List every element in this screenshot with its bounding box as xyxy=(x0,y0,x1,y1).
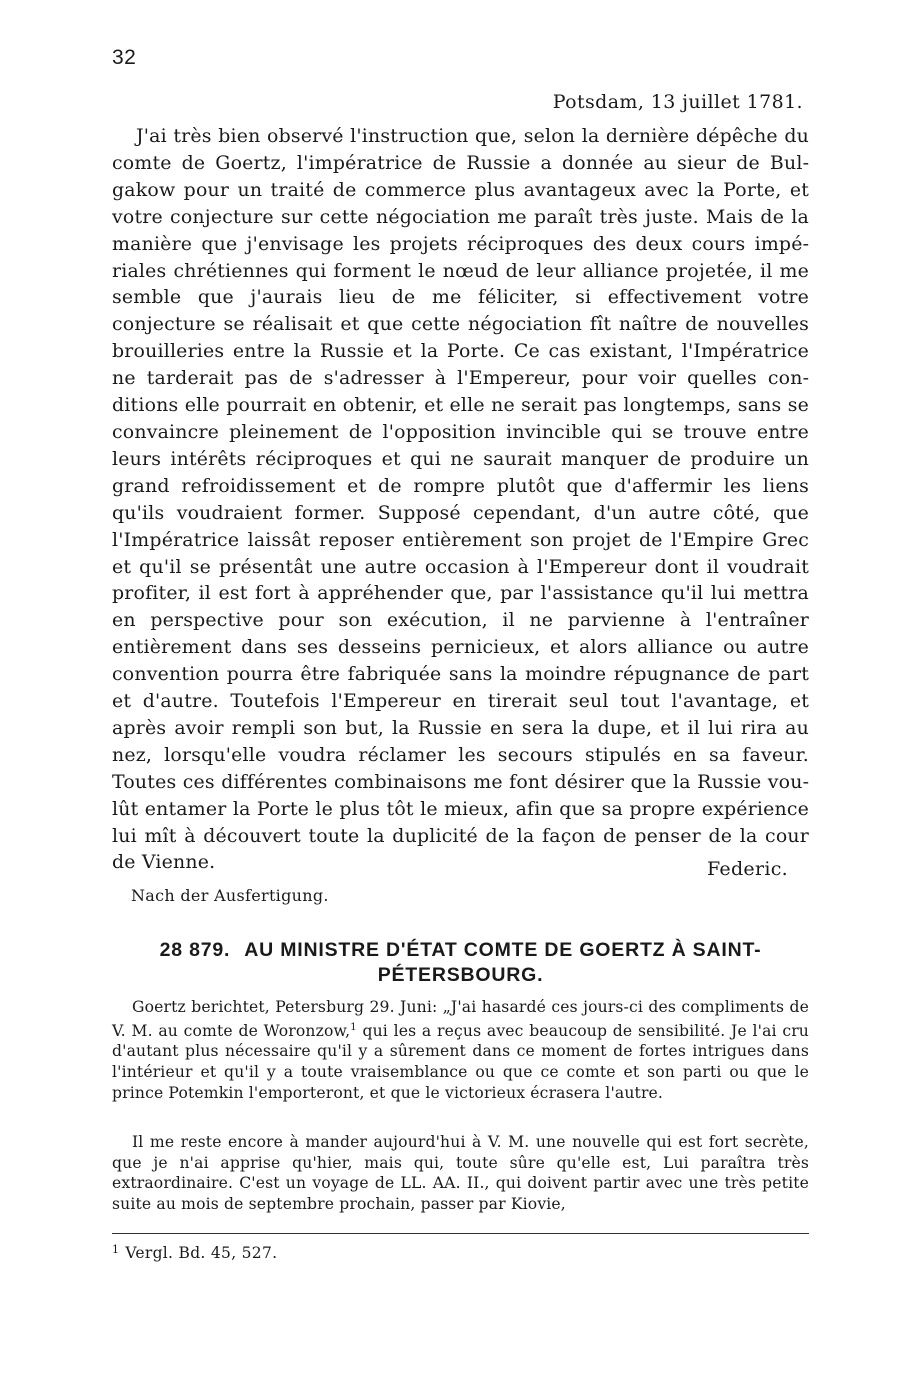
page-number: 32 xyxy=(112,46,137,69)
footnote xyxy=(112,1243,277,1262)
source-note: Nach der Ausfertigung. xyxy=(131,886,329,905)
footnote-divider xyxy=(112,1233,809,1234)
letter-signature: Federic. xyxy=(706,858,788,880)
report-paragraph-1-rest: qui les a reçus avec beaucoup de sensibilité. Je l'ai cru d'autant plus nécessaire qu'il y a sûrement dans ce moment de fortes intrigues dans l'intérieur et qu'il y a toute vraisemblance ou que ce comte et son parti ou que le prince Potemkin l'emporteront, et que le victorieux écrasera l'autre. xyxy=(112,1021,809,1102)
letter-body: J'ai très bien observé l'instruction que, selon la dernière dépêche du comte de Goertz, l'impératrice de Russie a donnée au sieur de Bulgakow pour un traité de commerce plus avantageux avec la Porte, et votre conjecture sur cette négociation me paraît très juste. Mais de la manière que j'envisage les projets réciproques des deux cours impériales chrétiennes qui forment le nœud de leur alliance projetée, il me semble que j'aurais lieu de me féliciter, si effectivement votre conjecture se réalisait et que cette négociation fît naître de nouvelles brouilleries entre la Russie et la Porte. Ce cas existant, l'Impératrice ne tarderait pas de s'adresser à l'Empereur, pour voir quelles conditions elle pourrait en obtenir, et elle ne serait pas longtemps, sans se convaincre pleinement de l'opposition invincible qui se trouve entre leurs intérêts réciproques et qui ne saurait manquer de produire un grand refroidissement et de rompre plutôt que d'affermir les liens qu'ils voudraient former. Supposé cependant, d'un autre côté, que l'Impératrice laissât reposer entièrement son projet de l'Empire Grec et qu'il se présentât une autre occasion à l'Empereur dont il voudrait profiter, il est fort à appréhender que, par l'assistance qu'il lui mettra en perspective pour son exécution, il ne parvienne à l'entraîner entièrement dans ses desseins pernicieux, et alors alliance ou autre convention pourra être fabriquée sans la moindre répugnance de part et d'autre. Toutefois l'Empereur en tirerait seul tout l'avantage, et après avoir rempli son but, la Russie en sera la dupe, et il lui rira au nez, lorsqu'elle voudra réclamer les secours stipulés en sa faveur. Toutes ces différentes combinaisons me font désirer que la Russie voulût entamer la Porte le plus tôt le mieux, afin que sa propre expérience lui mît à découvert toute la duplicité de la façon de penser de la cour de Vienne. xyxy=(112,125,809,874)
report-paragraph-1-intro: Goertz berichtet, Petersburg 29. Juni: „J'ai hasardé ces jours-ci des compliments de V. M. au comte de Woronzow, xyxy=(112,998,809,1040)
document-number: 28 879. xyxy=(159,939,231,961)
report-paragraph-2: Il me reste encore à mander aujourd'hui à V. M. une nouvelle qui est fort secrète, que je n'ai apprise qu'hier, mais qui, toute sûre qu'elle est, Lui paraîtra très extraordinaire. C'est un voyage de LL. AA. II., qui doivent partir avec une très petite suite au mois de septembre prochain, passer par Kiovie, xyxy=(112,1133,809,1213)
document-title: AU MINISTRE D'ÉTAT COMTE DE GOERTZ À SAINT-PÉTERSBOURG. xyxy=(244,939,762,986)
footnote-reference: 1 xyxy=(350,1021,357,1033)
letter-dateline: Potsdam, 13 juillet 1781. xyxy=(552,91,803,113)
footnote-mark: 1 xyxy=(112,1243,120,1256)
report-paragraph-1 xyxy=(112,997,809,1103)
footnote-text: Vergl. Bd. 45, 527. xyxy=(125,1244,278,1262)
document-heading xyxy=(112,938,809,988)
